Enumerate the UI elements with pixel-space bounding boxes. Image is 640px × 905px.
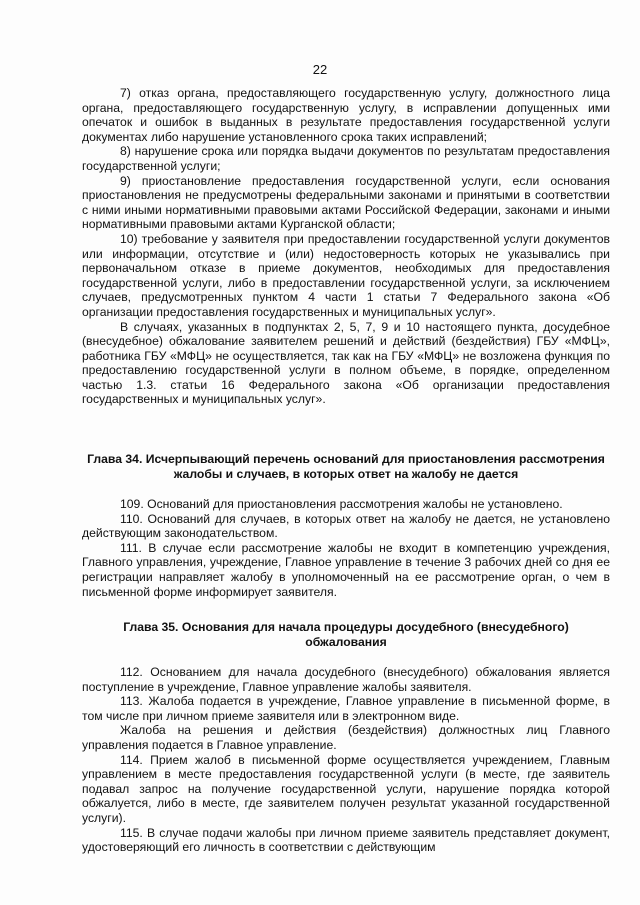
paragraph-item-7: 7) отказ органа, предоставляющего государственную услугу, должностного лица органа, предоставляющего государственную услугу, в исправлении допущенных ими опечаток и ошибок в выданных в результате предоставления государственной услуги документах либо нарушение установленного срока таких исправлений; bbox=[82, 86, 610, 144]
paragraph-complaint-officials: Жалоба на решения и действия (бездействия) должностных лиц Главного управления подается в Главное управление. bbox=[82, 723, 610, 752]
paragraph-item-8: 8) нарушение срока или порядка выдачи документов по результатам предоставления государственной услуги; bbox=[82, 144, 610, 173]
paragraph-111: 111. В случае если рассмотрение жалобы не входит в компетенцию учреждения, Главного управления, учреждение, Главное управление в течение 3 рабочих дней со дня ее регистрации направляет жалобу в уполномоченный на ее рассмотрение орган, о чем в письменной форме информирует заявителя. bbox=[82, 540, 610, 599]
page-number: 22 bbox=[312, 62, 328, 77]
paragraph-115: 115. В случае подачи жалобы при личном приеме заявитель представляет документ, удостоверяющий его личность в соответствии с действующим bbox=[82, 825, 610, 855]
chapter-34-heading: Глава 34. Исчерпывающий перечень оснований для приостановления рассмотрения жалобы и случаев, в которых ответ на жалобу не дается bbox=[87, 452, 605, 481]
paragraph-110: 110. Оснований для случаев, в которых ответ на жалобу не дается, не установлено действующим законодательством. bbox=[82, 511, 610, 541]
paragraph-item-9: 9) приостановление предоставления государственной услуги, если основания приостановления не предусмотрены федеральными законами и принятыми в соответствии с ними иными нормативными правовыми актами Российской Федерации, законами и иными нормативными правовыми актами Курганской области; bbox=[82, 173, 610, 232]
chapter-35-heading: Глава 35. Основания для начала процедуры досудебного (внесудебного) обжалования bbox=[123, 620, 569, 649]
section-block-2 bbox=[82, 497, 610, 599]
paragraph-113: 113. Жалоба подается в учреждение, Главное управление в письменной форме, в том числе при личном приеме заявителя или в электронном виде. bbox=[82, 694, 610, 723]
chapter-35-heading-wrap bbox=[82, 620, 610, 649]
paragraph-cases: В случаях, указанных в подпунктах 2, 5, 7, 9 и 10 настоящего пункта, досудебное (внесудебное) обжалование заявителем решений и действий (бездействия) ГБУ «МФЦ», работника ГБУ «МФЦ» не осуществляется, так как на ГБУ «МФЦ» не возложена функция по предоставлению государственной услуги в полном объеме, в порядке, определенном частью 1.3. статьи 16 Федерального закона «Об организации предоставления государственных и муниципальных услуг». bbox=[82, 319, 610, 407]
paragraph-112: 112. Основанием для начала досудебного (внесудебного) обжалования является поступление в учреждение, Главное управление жалобы заявителя. bbox=[82, 665, 610, 694]
paragraph-item-10: 10) требование у заявителя при предоставлении государственной услуги документов или информации, отсутствие и (или) недостоверность которых не указывались при первоначальном отказе в приеме документов, необходимых для предоставления государственной услуги, либо в предоставлении государственной услуги, за исключением случаев, предусмотренных пунктом 4 части 1 статьи 7 Федерального закона «Об организации предоставления государственных и муниципальных услуг». bbox=[82, 231, 610, 319]
chapter-34-heading-wrap bbox=[82, 452, 610, 481]
paragraph-109: 109. Оснований для приостановления рассмотрения жалобы не установлено. bbox=[120, 497, 563, 511]
section-block-1 bbox=[82, 86, 610, 407]
section-block-3 bbox=[82, 665, 610, 855]
paragraph-114: 114. Прием жалоб в письменной форме осуществляется учреждением, Главным управлением в месте предоставления государственной услуги (в месте, где заявитель подавал запрос на получение государственной услуги, нарушение порядка которой обжалуется, либо в месте, где заявителем получен результат указанной государственной услуги). bbox=[82, 752, 610, 825]
